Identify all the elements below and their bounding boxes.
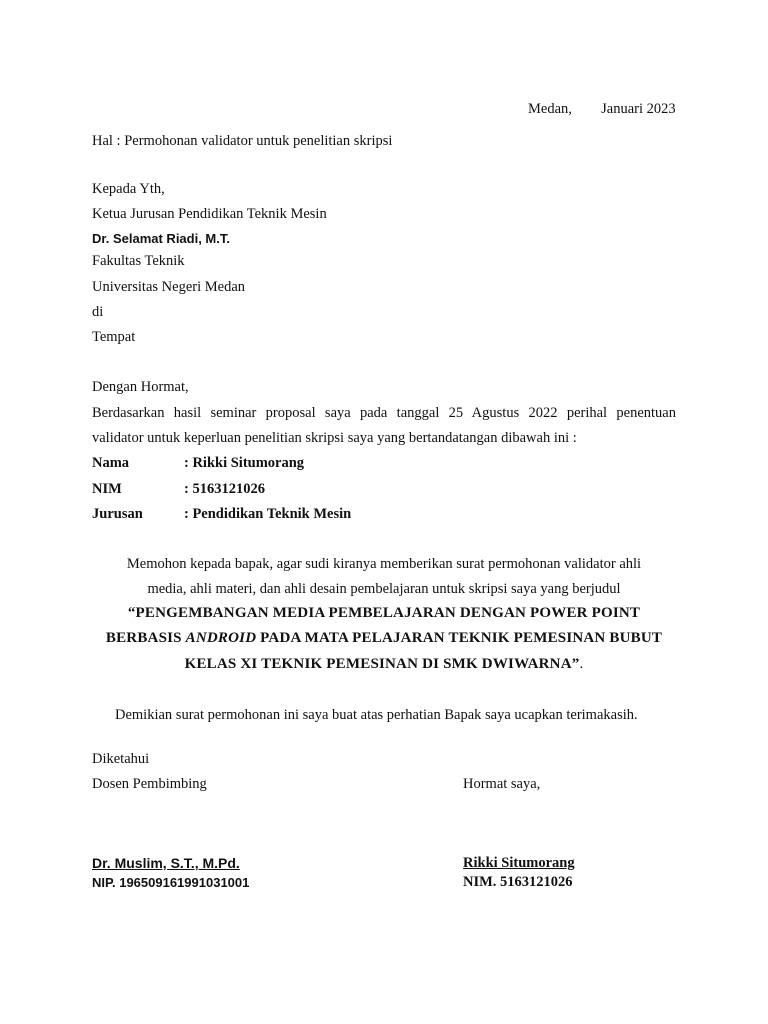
- recipient-greeting: Kepada Yth,: [92, 181, 165, 197]
- thesis-title-suffix: PADA MATA PELAJARAN TEKNIK PEMESINAN BUBUT: [256, 630, 663, 646]
- recipient-university: Universitas Negeri Medan: [92, 279, 246, 295]
- identity-label: Jurusan: [92, 506, 143, 522]
- identity-label: Nama: [92, 455, 130, 471]
- thesis-title-line-2: [92, 630, 676, 647]
- known-label: Diketahui: [92, 751, 150, 767]
- thesis-title-prefix: BERBASIS: [105, 630, 186, 646]
- opening-greeting: Dengan Hormat,: [92, 379, 189, 395]
- recipient-di: di: [92, 304, 104, 320]
- supervisor-role: Dosen Pembimbing: [92, 776, 207, 792]
- letter-page: [92, 0, 676, 1024]
- thesis-title-line-3: [92, 656, 676, 673]
- recipient-faculty: Fakultas Teknik: [92, 253, 185, 269]
- recipient-place: Tempat: [92, 329, 136, 345]
- thesis-title-line-3-text: KELAS XI TEKNIK PEMESINAN DI SMK DWIWARNA”: [184, 656, 580, 672]
- request-line-2: media, ahli materi, dan ahli desain pembelajaran untuk skripsi saya yang berjudul: [147, 581, 621, 597]
- body-paragraph-line-2: validator untuk keperluan penelitian skripsi saya yang bertandatangan dibawah ini :: [92, 430, 577, 446]
- identity-value: : Rikki Situmorang: [184, 455, 305, 471]
- identity-row-nim: [92, 481, 265, 498]
- thesis-title-period: .: [579, 656, 584, 672]
- identity-value: : Pendidikan Teknik Mesin: [184, 506, 352, 522]
- thesis-title-android: ANDROID: [185, 630, 257, 646]
- identity-value: : 5163121026: [184, 481, 265, 497]
- identity-row-department: [92, 506, 351, 523]
- recipient-position: Ketua Jurusan Pendidikan Teknik Mesin: [92, 206, 327, 222]
- recipient-name: Dr. Selamat Riadi, M.T.: [92, 231, 230, 246]
- date-line: [528, 101, 676, 118]
- supervisor-name: Dr. Muslim, S.T., M.Pd.: [92, 855, 240, 871]
- supervisor-nip: NIP. 196509161991031001: [92, 875, 250, 890]
- closing-sentence: Demikian surat permohonan ini saya buat atas perhatian Bapak saya ucapkan terimakasih.: [115, 707, 638, 723]
- body-paragraph-line-1: Berdasarkan hasil seminar proposal saya pada tanggal 25 Agustus 2022 perihal penentuan: [92, 405, 676, 421]
- request-line-1: Memohon kepada bapak, agar sudi kiranya memberikan surat permohonan validator ahli: [126, 556, 642, 572]
- thesis-title-line-1: “PENGEMBANGAN MEDIA PEMBELAJARAN DENGAN POWER POINT: [127, 605, 641, 621]
- sender-nim: NIM. 5163121026: [463, 874, 573, 890]
- subject-line: Hal : Permohonan validator untuk penelitian skripsi: [92, 133, 393, 149]
- date-value: Januari 2023: [601, 101, 676, 117]
- sender-closing: Hormat saya,: [463, 776, 541, 792]
- identity-row-name: [92, 455, 304, 472]
- identity-label: NIM: [92, 481, 122, 497]
- sender-name: Rikki Situmorang: [463, 855, 575, 871]
- date-city: Medan,: [528, 101, 572, 117]
